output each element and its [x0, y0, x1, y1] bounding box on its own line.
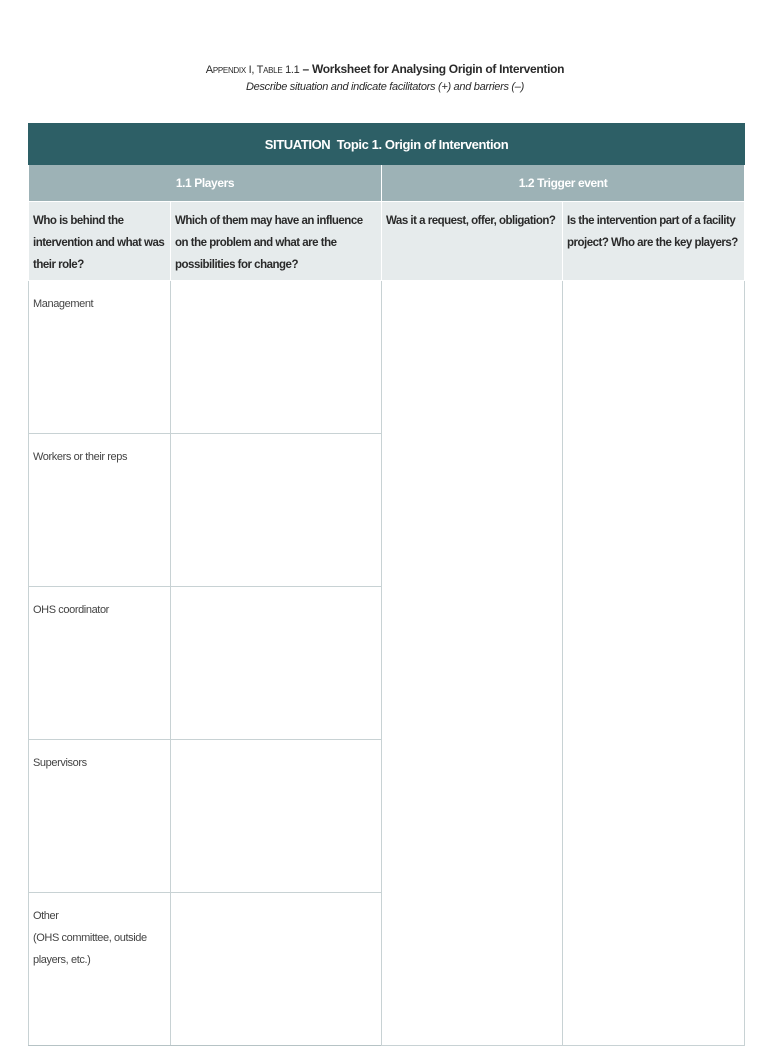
appendix-label: Appendix I, Table 1.1: [205, 64, 300, 76]
player-row-management: [29, 281, 745, 434]
section-trigger-event: 1.2 Trigger event: [382, 165, 745, 202]
question-influence: Which of them may have an influence on the problem and what are the possibilities for change?: [171, 202, 382, 281]
influence-field-supervisors[interactable]: [171, 740, 382, 893]
facility-project-answer-field[interactable]: [563, 281, 745, 1046]
player-label-workers: Workers or their reps: [29, 434, 171, 587]
question-who-behind: Who is behind the intervention and what was their role?: [29, 202, 171, 281]
question-request-type: Was it a request, offer, obligation?: [382, 202, 563, 281]
request-answer-field[interactable]: [382, 281, 563, 1046]
worksheet-table: [28, 123, 745, 1046]
player-label-supervisors: Supervisors: [29, 740, 171, 893]
player-label-management: Management: [29, 281, 171, 434]
player-label-other: [29, 893, 171, 1046]
section-players: 1.1 Players: [29, 165, 382, 202]
section-header-row: [29, 165, 745, 202]
player-label-other-detail: (OHS committee, outside players, etc.): [33, 932, 147, 966]
topic-label: Topic 1. Origin of Intervention: [336, 136, 509, 152]
document-header: [0, 60, 770, 95]
question-facility-project: Is the intervention part of a facility project? Who are the key players?: [563, 202, 745, 281]
situation-header-cell: [29, 124, 745, 165]
situation-header-row: [29, 124, 745, 165]
player-label-other-title: Other: [33, 910, 59, 922]
influence-field-management[interactable]: [171, 281, 382, 434]
question-row: [29, 202, 745, 281]
situation-label: SITUATION: [264, 136, 331, 152]
worksheet-subtitle: Describe situation and indicate facilitators (+) and barriers (–): [246, 81, 524, 93]
title-text: – Worksheet for Analysing Origin of Intervention: [299, 62, 565, 76]
influence-field-workers[interactable]: [171, 434, 382, 587]
influence-field-ohs[interactable]: [171, 587, 382, 740]
player-label-ohs: OHS coordinator: [29, 587, 171, 740]
influence-field-other[interactable]: [171, 893, 382, 1046]
worksheet-title: [0, 60, 770, 79]
